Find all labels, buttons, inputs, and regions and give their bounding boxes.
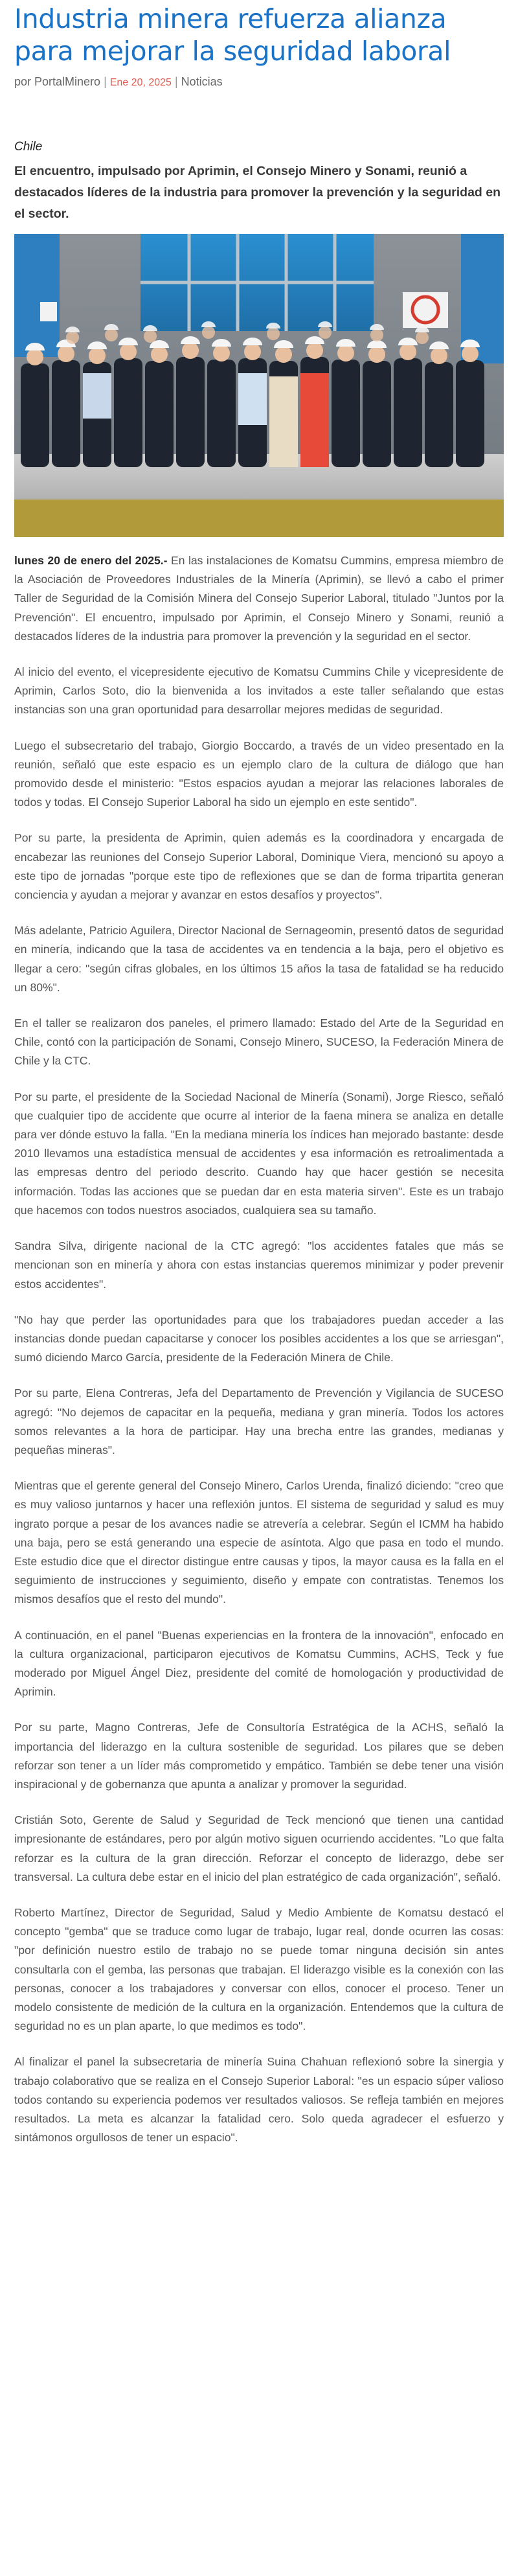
body-paragraph [14,663,504,720]
paragraph-text: Al inicio del evento, el vicepresidente ejecutivo de Komatsu Cummins Chile y vicepresidente de Aprimin, Carlos Soto, dio la bienvenida a los invitados a este taller señalando que estas instancias son una gran oportunidad para desarrollar mejores medidas de seguridad. [14,665,504,717]
paragraph-text: Mientras que el gerente general del Consejo Minero, Carlos Urenda, finalizó diciendo: "creo que es muy valioso juntarnos y hacer una reflexión juntos. El sistema de seguridad y salud es muy ingrato porque a pesar de los avances nadie se atrevería a celebrar. Según el ICMM ha habido una baja, pero se está generando una especie de asíntota. Algo que pasa en todo el mundo. Este estudio dice que el director distingue entre causas y tipos, la mayor causa es la falla en el seguimiento de instrucciones y seguimiento, diseño y empate con contratistas. Tenemos los mismos desafíos que el resto del mundo". [14,1479,504,1606]
body-paragraph [14,737,504,812]
category-link[interactable]: Noticias [181,75,223,88]
paragraph-text: Luego el subsecretario del trabajo, Giorgio Boccardo, a través de un video presentado en la reunión, señaló que este espacio es un ejemplo claro de la cultura de diálogo que han promovido desde el ministerio: "Estos espacios ayudan a mejorar las relaciones laborales de todos y todas. El Consejo Superior Laboral ha sido un ejemplo en este sentido". [14,739,504,809]
dateline: lunes 20 de enero del 2025.- [14,554,168,567]
body-paragraph [14,829,504,904]
group-photo [14,234,504,537]
paragraph-text: Por su parte, el presidente de la Sociedad Nacional de Minería (Sonami), Jorge Riesco, señaló que cualquier tipo de accidente que ocurre al interior de la faena minera se analiza en detalle para ver dónde estuvo la falla. "En la mediana minería los índices han mejorado bastante: desde 2010 llevamos una estadística mensual de accidentes y esa información es retroalimentada a las empresas dentro del periodo descrito. Cuando hay que hacer gestión se necesita información. Todas las acciones que se puedan dar en esta materia sirven". Este es un trabajo que hacemos con todos nuestros asociados, cualquiera sea su tamaño. [14,1090,504,1217]
paragraph-text: Más adelante, Patricio Aguilera, Director Nacional de Sernageomin, presentó datos de seguridad en minería, indicando que la tasa de accidentes va en tendencia a la baja, pero el objetivo es llegar a cero: "según cifras globales, en los últimos 15 años la tasa de fatalidad se ha reducido un 80%". [14,924,504,994]
article [14,0,504,2147]
paragraph-text: Por su parte, Elena Contreras, Jefa del Departamento de Prevención y Vigilancia de SUCESO agregó: "No dejemos de capacitar en la pequeña, mediana y gran minería. Todos los actores somos relevantes a la hora de participar. Hay una brecha entre las grandes, medianas y pequeñas mineras". [14,1386,504,1456]
photo-illustration [14,234,504,537]
body-paragraph [14,1014,504,1071]
body-paragraph [14,1088,504,1220]
article-title: Industria minera refuerza alianza para mejorar la seguridad laboral [14,3,451,67]
paragraph-text: Al finalizar el panel la subsecretaria de minería Suina Chahuan reflexionó sobre la sinergia y trabajo colaborativo que se realiza en el Consejo Superior Laboral: "es un espacio súper valioso todos contando su experiencia podemos ver resultados valiosos. Se refleja también en mejores resultados. La meta es alcanzar la fatalidad cero. Solo queda agradecer el esfuerzo y sintámonos orgullosos de tener un espacio". [14,2055,504,2145]
lead-summary: El encuentro, impulsado por Aprimin, el Consejo Minero y Sonami, reunió a destacados líderes de la industria para promover la prevención y la seguridad en el sector. [14,164,501,221]
body-paragraph [14,1811,504,1887]
body-paragraph [14,1903,504,2036]
body-paragraph [14,551,504,646]
body-paragraph [14,921,504,997]
meta-separator: | [174,75,178,88]
body-paragraph [14,1626,504,1702]
location: Chile [14,140,43,154]
body-paragraph [14,1718,504,1794]
meta-separator: | [104,75,107,88]
body-paragraph [14,1384,504,1460]
body-paragraph [14,1311,504,1368]
paragraph-text: Por su parte, la presidenta de Aprimin, quien además es la coordinadora y encargada de encabezar las reuniones del Consejo Superior Laboral, Dominique Viera, mencionó su apoyo a este tipo de jornadas "porque este tipo de reflexiones que se dan de forma tripartita generan conciencia y ayudan a mejorar y avanzar en estos desafíos y proyectos". [14,831,504,902]
paragraph-text: "No hay que perder las oportunidades para que los trabajadores puedan acceder a las instancias donde puedan capacitarse y conocer los posibles accidentes a los que se arriesgan", sumó diciendo Marco García, presidente de la Federación Minera de Chile. [14,1313,504,1364]
paragraph-text: En las instalaciones de Komatsu Cummins, empresa miembro de la Asociación de Proveedores Industriales de la Minería (Aprimin), se llevó a cabo el primer Taller de Seguridad de la Comisión Minera del Consejo Superior Laboral, titulado "Juntos por la Prevención". El encuentro, impulsado por Aprimin, el Consejo Minero y Sonami, reunió a destacados líderes de la industria para promover la prevención y la seguridad en el sector. [14,554,504,643]
body-paragraph [14,2053,504,2147]
body-paragraph [14,1237,504,1294]
author-link[interactable]: por PortalMinero [14,75,101,88]
body-paragraph [14,1477,504,1609]
post-date: Ene 20, 2025 [109,77,172,88]
paragraph-text: Sandra Silva, dirigente nacional de la CTC agregó: "los accidentes fatales que más se mencionan son en minería y ahora con estas instancias queremos minimizar y poder prevenir estos accidentes". [14,1239,504,1291]
paragraph-text: A continuación, en el panel "Buenas experiencias en la frontera de la innovación", enfocado en la cultura organizacional, participaron ejecutivos de Komatsu Cummins, ACHS, Teck y fue moderado por Miguel Ángel Diez, presidente del comité de homologación y productividad de Aprimin. [14,1628,504,1699]
paragraph-text: Por su parte, Magno Contreras, Jefe de Consultoría Estratégica de la ACHS, señaló la importancia del liderazgo en la cultura sostenible de seguridad. Los pilares que se deben reforzar son tener a un líder más comprometido y empático. También se debe tener una visión inspiracional y de gobernanza que apunta a analizar y promover la seguridad. [14,1721,504,1791]
paragraph-text: En el taller se realizaron dos paneles, el primero llamado: Estado del Arte de la Seguridad en Chile, contó con la participación de Sonami, Consejo Minero, SUCESO, la Federación Minera de Chile y la CTC. [14,1017,504,1068]
post-meta [14,74,504,91]
article-body [14,551,504,2147]
paragraph-text: Roberto Martínez, Director de Seguridad, Salud y Medio Ambiente de Komatsu destacó el concepto "gemba" que se traduce como lugar de trabajo, lugar real, donde ocurren las cosas: "por definición nuestro estilo de trabajo no se puede tomar ninguna decisión sin antes consultarla con el gemba, las personas que trabajan. El liderazgo visible es la conexión con las personas, conocer a los trabajadores y conversar con ellos, conocer el proceso. Tener un modelo consistente de medición de la cultura en la organización. Entendemos que la cultura de seguridad no es un plan aparte, lo que medimos es todo". [14,1905,504,2033]
paragraph-text: Cristián Soto, Gerente de Salud y Seguridad de Teck mencionó que tienen una cantidad impresionante de estándares, pero por algún motivo siguen ocurriendo accidentes. "Lo que falta reforzar es la cultura de la gran dirección. Reforzar el concepto de liderazgo, debe ser transversal. La cultura debe estar en el inicio del plan estratégico de cada organización", señaló. [14,1813,504,1883]
